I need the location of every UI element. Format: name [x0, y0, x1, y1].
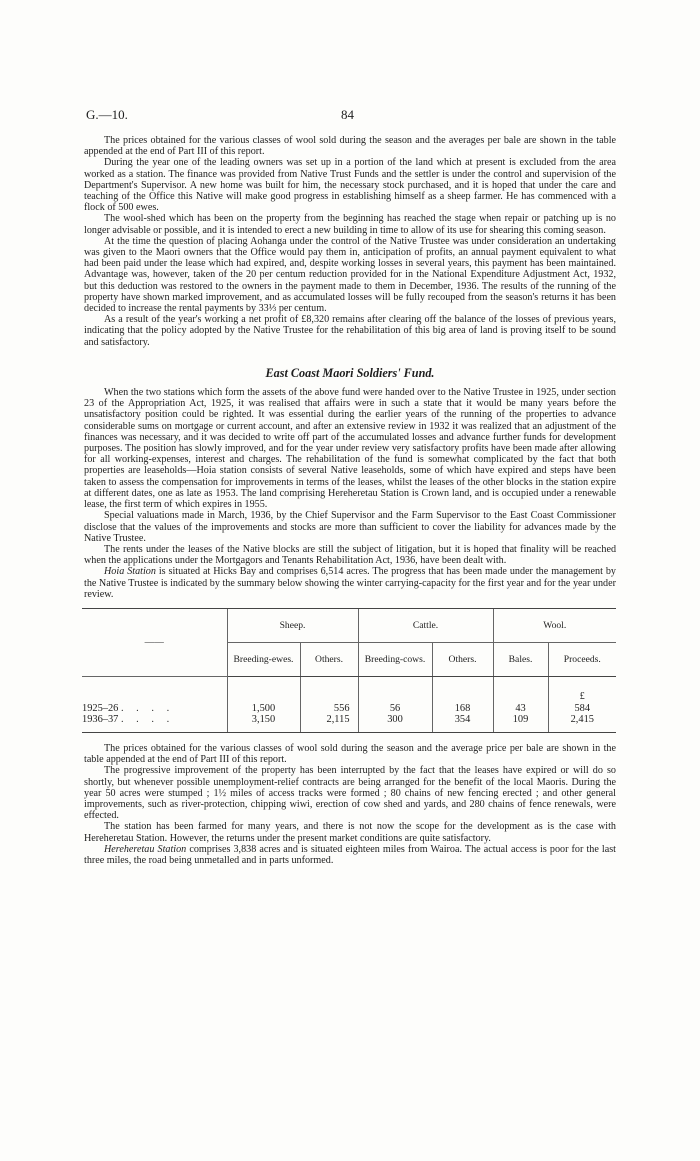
- table-corner: ——: [82, 608, 227, 676]
- table-cell: 300: [358, 714, 432, 732]
- carrying-capacity-table: [82, 608, 616, 733]
- paragraph: During the year one of the leading owners was set up in a portion of the land which at present is excluded from the area worked as a station. The finance was provided from Native Trust Funds and the settler is under the control and supervision of the Department's Supervisor. A new home was built for him, the necessary stock purchased, and it is hoped that under the care and teaching of the Office this Native will make good progress in establishing himself as a sheep farmer. He has commenced with a flock of 500 ewes.: [84, 157, 616, 214]
- paragraph: The rents under the leases of the Native blocks are still the subject of litigation, but it is hoped that finality will be reached when the applications under the Mortgagors and Tenants Rehabilitation Act, 1936, have been dealt with.: [84, 543, 616, 567]
- column-header: Breeding-cows.: [358, 642, 432, 676]
- page-number: 84: [341, 107, 354, 122]
- row-year: 1925–26: [82, 702, 119, 714]
- paragraph: The progressive improvement of the property has been interrupted by the fact that the leases have expired or will do so shortly, but whenever possible unemployment-relief contracts are being arranged for the benefit of the local Maoris. During the year 50 acres were stumped ; 1½ miles of access tracks were formed ; 80 chains of new fencing erected ; and other general improvements, such as river-protection, chipping wiwi, erection of cow shed and yards, and 280 chains of fence renewals, were effected.: [84, 765, 616, 822]
- table-cell: 56: [358, 703, 432, 715]
- station-name: Hoia Station: [104, 566, 156, 578]
- station-name: Hereheretau Station: [104, 843, 187, 855]
- row-year: 1936–37: [82, 714, 119, 726]
- section-title: East Coast Maori Soldiers' Fund.: [265, 365, 435, 380]
- table-cell: 3,150: [227, 714, 300, 732]
- paragraph: As a result of the year's working a net profit of £8,320 remains after clearing off the balance of the losses of previous years, indicating that the policy adopted by the Native Trustee for the rehabilitation of this big area of land is proving itself to be sound and satisfactory.: [84, 314, 616, 348]
- unit-label: £: [548, 676, 616, 703]
- column-header: Others.: [300, 642, 358, 676]
- paragraph-text: comprises 3,838 acres and is situated eighteen miles from Wairoa. The actual access is poor for the last three miles, the road being unmetalled and in parts unformed.: [84, 843, 616, 866]
- paragraph: Special valuations made in March, 1936, by the Chief Supervisor and the Farm Supervisor to the East Coast Commissioner disclose that the values of the improvements and stocks are more than sufficient to cover the liability for advances made by the Native Trustee.: [84, 510, 616, 544]
- leader-dots: . . . .: [120, 702, 175, 714]
- page-header: [86, 107, 616, 125]
- table-cell: 168: [432, 703, 493, 715]
- column-header: Others.: [432, 642, 493, 676]
- report-reference: G.—10.: [86, 107, 128, 122]
- paragraph: The station has been farmed for many years, and there is not now the scope for the development as is the case with Hereheretau Station. However, the returns under the present market conditions are quite satisfactory.: [84, 821, 616, 844]
- paragraph: The prices obtained for the various classes of wool sold during the season and the averages per bale are shown in the table appended at the end of Part III of this report.: [84, 135, 616, 158]
- group-header-cattle: Cattle.: [358, 608, 493, 642]
- table-cell: 354: [432, 714, 493, 732]
- column-header: Proceeds.: [548, 642, 616, 676]
- hoia-paragraph: [84, 566, 616, 600]
- group-header-sheep: Sheep.: [227, 608, 358, 642]
- document-body: [84, 135, 616, 866]
- paragraph: The prices obtained for the various classes of wool sold during the season and the average price per bale are shown in the table appended at the end of Part III of this report.: [84, 742, 616, 766]
- paragraph: At the time the question of placing Aohanga under the control of the Native Trustee was under consideration an undertaking was given to the Maori owners that the Office would pay them in, anticipation of profits, an annual payment equivalent to what had been paid under the lease which had expired, and, despite working losses in several years, this payment has been maintained. Advantage was, however, taken of the 20 per centum reduction provided for in the National Expenditure Adjustment Act, 1932, but this deduction was restored to the owners in the payment made to them in December, 1936. The results of the running of the property have shown marked improvement, and as accumulated losses will be fully recouped from the season's returns it has been decided to increase the rental payments by 33⅓ per centum.: [84, 235, 616, 315]
- table-cell: 1,500: [227, 703, 300, 715]
- paragraph-text: is situated at Hicks Bay and comprises 6,514 acres. The progress that has been made under the management by the Native Trustee is indicated by the summary below showing the winter carrying-capacity for the first year and for the year under review.: [84, 566, 616, 600]
- table-cell: 43: [493, 703, 548, 715]
- table-cell: 109: [493, 714, 548, 732]
- table-row: [82, 714, 616, 732]
- leader-dots: . . . .: [120, 714, 175, 726]
- group-header-wool: Wool.: [493, 608, 616, 642]
- table-cell: 2,415: [548, 714, 616, 732]
- paragraph: The wool-shed which has been on the property from the beginning has reached the stage when repair or patching up is no longer advisable or possible, and it is intended to erect a new building in time to allow of its use for shearing this coming season.: [84, 213, 616, 236]
- table-row: [82, 703, 616, 715]
- table-cell: 2,115: [300, 714, 358, 732]
- carrying-capacity-table-wrap: [82, 608, 616, 733]
- paragraph: When the two stations which form the assets of the above fund were handed over to the Native Trustee in 1925, under section 23 of the Appropriation Act, 1925, it was realised that affairs were in such a state that it would be many years before the unsatisfactory position could be righted. It was essential during the earlier years of the running of the properties to advance considerable sums on mortgage or current account, and after an extensive review in 1932 it was realized that an adjustment of the finances was necessary, and it was decided to write off part of the accumulated losses and advance further funds for development purposes. The position has slowly improved, and for the year under review very satisfactory profits have been made after allowing for all working-expenses, interest and charges. The rehabilitation of the fund is somewhat complicated by the fact that both properties are leaseholds—Hoia station consists of several Native leaseholds, some of which have expired and steps have been taken to assess the compensation for improvements in terms of the leases, whilst the leases of the other blocks in the station expire at different dates, one as late as 1953. The land comprising Hereheretau Station is Crown land, and is occupied under a renewable lease, the first term of which expires in 1955.: [84, 387, 616, 511]
- column-header: Bales.: [493, 642, 548, 676]
- column-header: Breeding-ewes.: [227, 642, 300, 676]
- table-cell: 556: [300, 703, 358, 715]
- hereheretau-paragraph: [84, 844, 616, 866]
- table-cell: 584: [548, 703, 616, 715]
